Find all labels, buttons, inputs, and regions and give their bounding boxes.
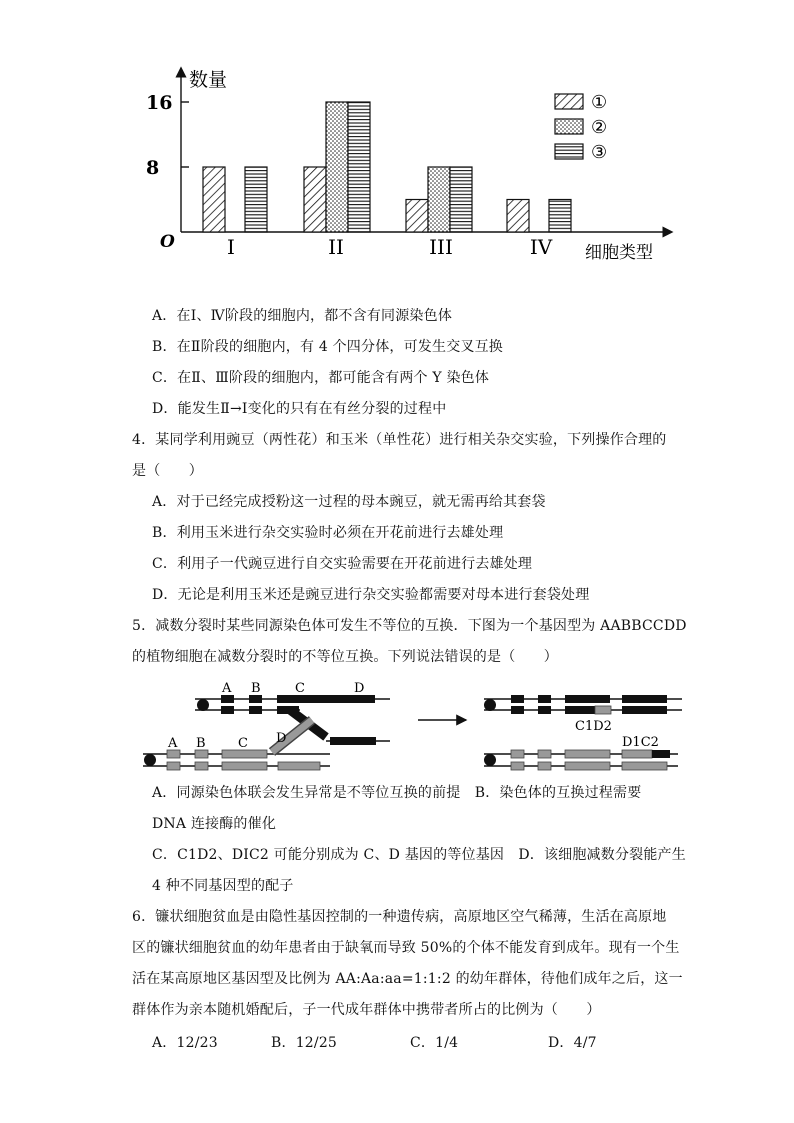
legend-label-2: ② [591, 117, 608, 138]
q6-stem-line1: 6．镰状细胞贫血是由隐性基因控制的一种遗传病，高原地区空气稀薄，生活在高原地 [132, 909, 667, 925]
y-tick-label: 8 [146, 157, 160, 179]
gene-label-a-lower: A [168, 736, 178, 751]
q6-option-d: D．4/7 [548, 1035, 597, 1051]
q5-stem-line1: 5．减数分裂时某些同源染色体可发生不等位的互换．下图为一个基因型为 AABBCCDD [132, 618, 687, 634]
y-tick-label: 16 [146, 92, 173, 114]
gene-label-b-lower: B [196, 736, 206, 751]
y-axis-label: 数量 [189, 69, 228, 91]
bar-IV-series-3 [549, 200, 571, 233]
bar-I-series-1 [203, 167, 225, 232]
right-top-chromosome [484, 695, 682, 714]
bar-III-series-1 [406, 200, 428, 233]
bar-II-series-3 [348, 102, 370, 232]
legend [555, 92, 607, 163]
q6-option-c: C．1/4 [410, 1035, 459, 1051]
bar-IV-series-1 [507, 200, 529, 233]
q4-option-d: D．无论是利用玉米还是豌豆进行杂交实验都需要对母本进行套袋处理 [152, 587, 590, 603]
q5-option-line2: DNA 连接酶的催化 [152, 816, 277, 832]
gene-label-c1d2: C1D2 [575, 719, 612, 734]
category-label: IV [529, 235, 553, 259]
legend-label-3: ③ [591, 142, 608, 163]
bar-III-series-2 [428, 167, 450, 232]
q5-option-line4: 4 种不同基因型的配子 [152, 878, 294, 894]
q4-option-b: B．利用玉米进行杂交实验时必须在开花前进行去雄处理 [152, 525, 504, 541]
bar-II-series-2 [326, 102, 348, 232]
legend-label-1: ① [591, 92, 608, 113]
origin-label: O [160, 232, 175, 252]
bar-chart [0, 0, 794, 270]
gene-label-c: C [295, 681, 305, 696]
gene-label-d-lower: D [276, 731, 287, 746]
bar-I-series-3 [245, 167, 267, 232]
q4-stem-line2: 是（ ） [132, 463, 203, 479]
gene-label-d1c2: D1C2 [622, 735, 659, 750]
gene-label-a: A [222, 681, 232, 696]
gene-label-c-lower: C [238, 736, 248, 751]
bar-II-series-1 [304, 167, 326, 232]
right-bottom-chromosome [484, 750, 678, 770]
q6-option-b: B．12/25 [271, 1035, 338, 1051]
q6-stem-line3: 活在某高原地区基因型及比例为 AA:Aa:aa=1:1:2 的幼年群体，待他们成年之后，这一 [132, 971, 683, 987]
centromere [144, 754, 156, 766]
q3-option-a: A．在Ⅰ、Ⅳ阶段的细胞内，都不含有同源染色体 [152, 308, 453, 324]
centromere [197, 699, 209, 711]
q6-option-a: A．12/23 [152, 1035, 218, 1051]
legend-swatch-2 [555, 119, 583, 134]
q6-stem-line4: 群体作为亲本随机婚配后，子一代成年群体中携带者所占的比例为（ ） [132, 1002, 601, 1018]
q3-option-c: C．在Ⅱ、Ⅲ阶段的细胞内，都可能含有两个 Y 染色体 [152, 370, 490, 386]
bar-III-series-3 [450, 167, 472, 232]
crossover-diagram [0, 672, 794, 782]
centromere [484, 754, 496, 766]
x-axis-label: 细胞类型 [585, 243, 653, 263]
category-label: I [227, 235, 235, 259]
gene-label-d: D [354, 681, 365, 696]
q5-option-line1: A．同源染色体联会发生异常是不等位互换的前提 B．染色体的互换过程需要 [152, 785, 642, 801]
q3-option-d: D．能发生Ⅱ→Ⅰ变化的只有在有丝分裂的过程中 [152, 401, 447, 417]
category-label: III [429, 235, 453, 259]
q4-stem-line1: 4．某同学利用豌豆（两性花）和玉米（单性花）进行相关杂交实验，下列操作合理的 [132, 432, 667, 448]
legend-swatch-1 [555, 94, 583, 109]
centromere [484, 699, 496, 711]
q5-option-line3: C．C1D2、DIC2 可能分别成为 C、D 基因的等位基因 D．该细胞减数分裂能产生 [152, 847, 686, 863]
bars [203, 102, 571, 232]
y-ticks [146, 92, 189, 179]
category-label: II [328, 235, 344, 259]
q3-option-b: B．在Ⅱ阶段的细胞内，有 4 个四分体，可发生交叉互换 [152, 339, 504, 355]
q5-stem-line2: 的植物细胞在减数分裂时的不等位互换。下列说法错误的是（ ） [132, 649, 558, 665]
gene-label-b: B [251, 681, 261, 696]
q6-stem-line2: 区的镰状细胞贫血的幼年患者由于缺氧而导致 50%的个体不能发育到成年。现有一个生 [132, 940, 680, 956]
legend-swatch-3 [555, 144, 583, 159]
q4-option-c: C．利用子一代豌豆进行自交实验需要在开花前进行去雄处理 [152, 556, 533, 572]
q4-option-a: A．对于已经完成授粉这一过程的母本豌豆，就无需再给其套袋 [152, 494, 546, 510]
